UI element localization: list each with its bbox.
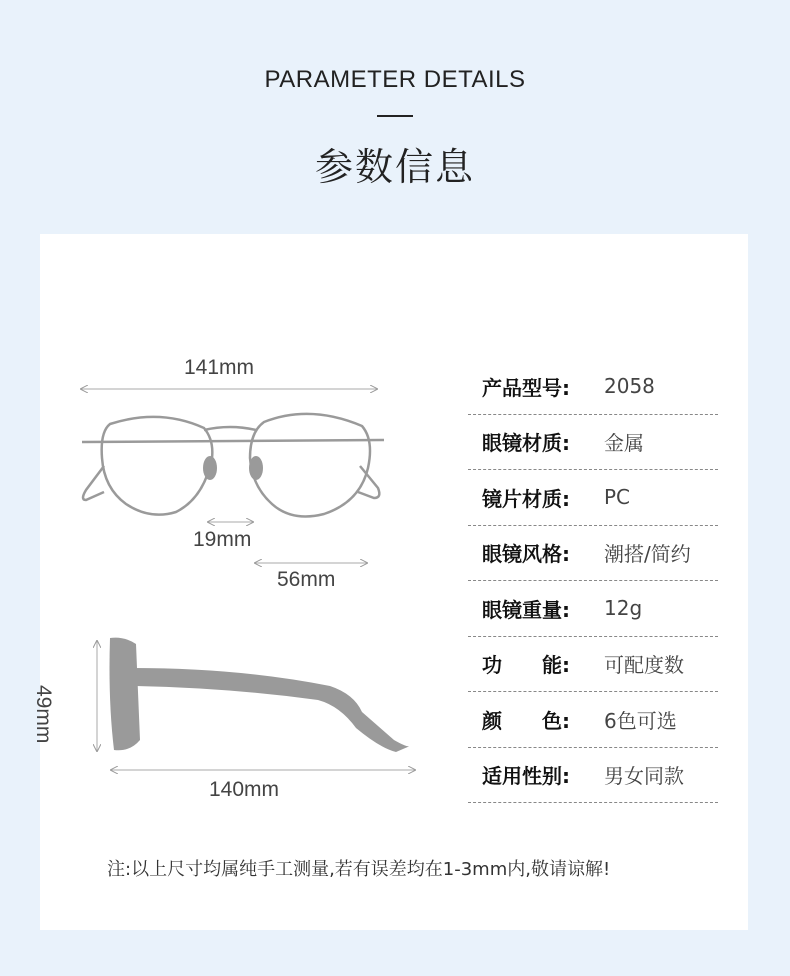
spec-value: 可配度数 bbox=[604, 653, 684, 678]
spec-key: 眼镜重量: bbox=[482, 597, 570, 622]
spec-key: 产品型号: bbox=[482, 375, 570, 400]
spec-value: PC bbox=[604, 485, 631, 510]
header-title-en: PARAMETER DETAILS bbox=[264, 66, 526, 93]
spec-row-lens-material bbox=[468, 470, 718, 526]
spec-value: 金属 bbox=[604, 431, 644, 456]
spec-value: 12g bbox=[604, 596, 643, 621]
spec-value: 2058 bbox=[604, 374, 655, 399]
spec-row-weight bbox=[468, 581, 718, 637]
measurement-note: 注:以上尺寸均属纯手工测量,若有误差均在1-3mm内,敬请谅解! bbox=[107, 859, 611, 880]
spec-table bbox=[468, 359, 718, 803]
spec-row-frame-material bbox=[468, 415, 718, 471]
glasses-front-view bbox=[82, 414, 384, 517]
spec-key: 镜片材质: bbox=[482, 486, 570, 511]
spec-row-color bbox=[468, 692, 718, 748]
spec-value: 潮搭/简约 bbox=[604, 542, 691, 567]
spec-row-model bbox=[468, 359, 718, 415]
spec-key: 眼镜材质: bbox=[482, 431, 570, 456]
lens-height-label: 49mm bbox=[32, 685, 55, 744]
spec-value: 男女同款 bbox=[604, 764, 684, 789]
header-title-cn: 参数信息 bbox=[314, 145, 475, 189]
spec-row-function bbox=[468, 637, 718, 693]
spec-key: 颜 色: bbox=[482, 708, 570, 733]
spec-key: 适用性别: bbox=[482, 764, 570, 789]
total-width-label: 141mm bbox=[184, 356, 255, 379]
spec-row-gender bbox=[468, 748, 718, 804]
temple-length-label: 140mm bbox=[209, 778, 280, 801]
glasses-side-view bbox=[110, 638, 411, 752]
spec-value: 6色可选 bbox=[604, 708, 677, 733]
bridge-label: 19mm bbox=[193, 528, 252, 551]
spec-row-style bbox=[468, 526, 718, 582]
lens-width-label: 56mm bbox=[277, 568, 336, 591]
spec-key: 功 能: bbox=[482, 653, 570, 678]
spec-key: 眼镜风格: bbox=[482, 542, 570, 567]
nose-pads bbox=[203, 456, 263, 480]
